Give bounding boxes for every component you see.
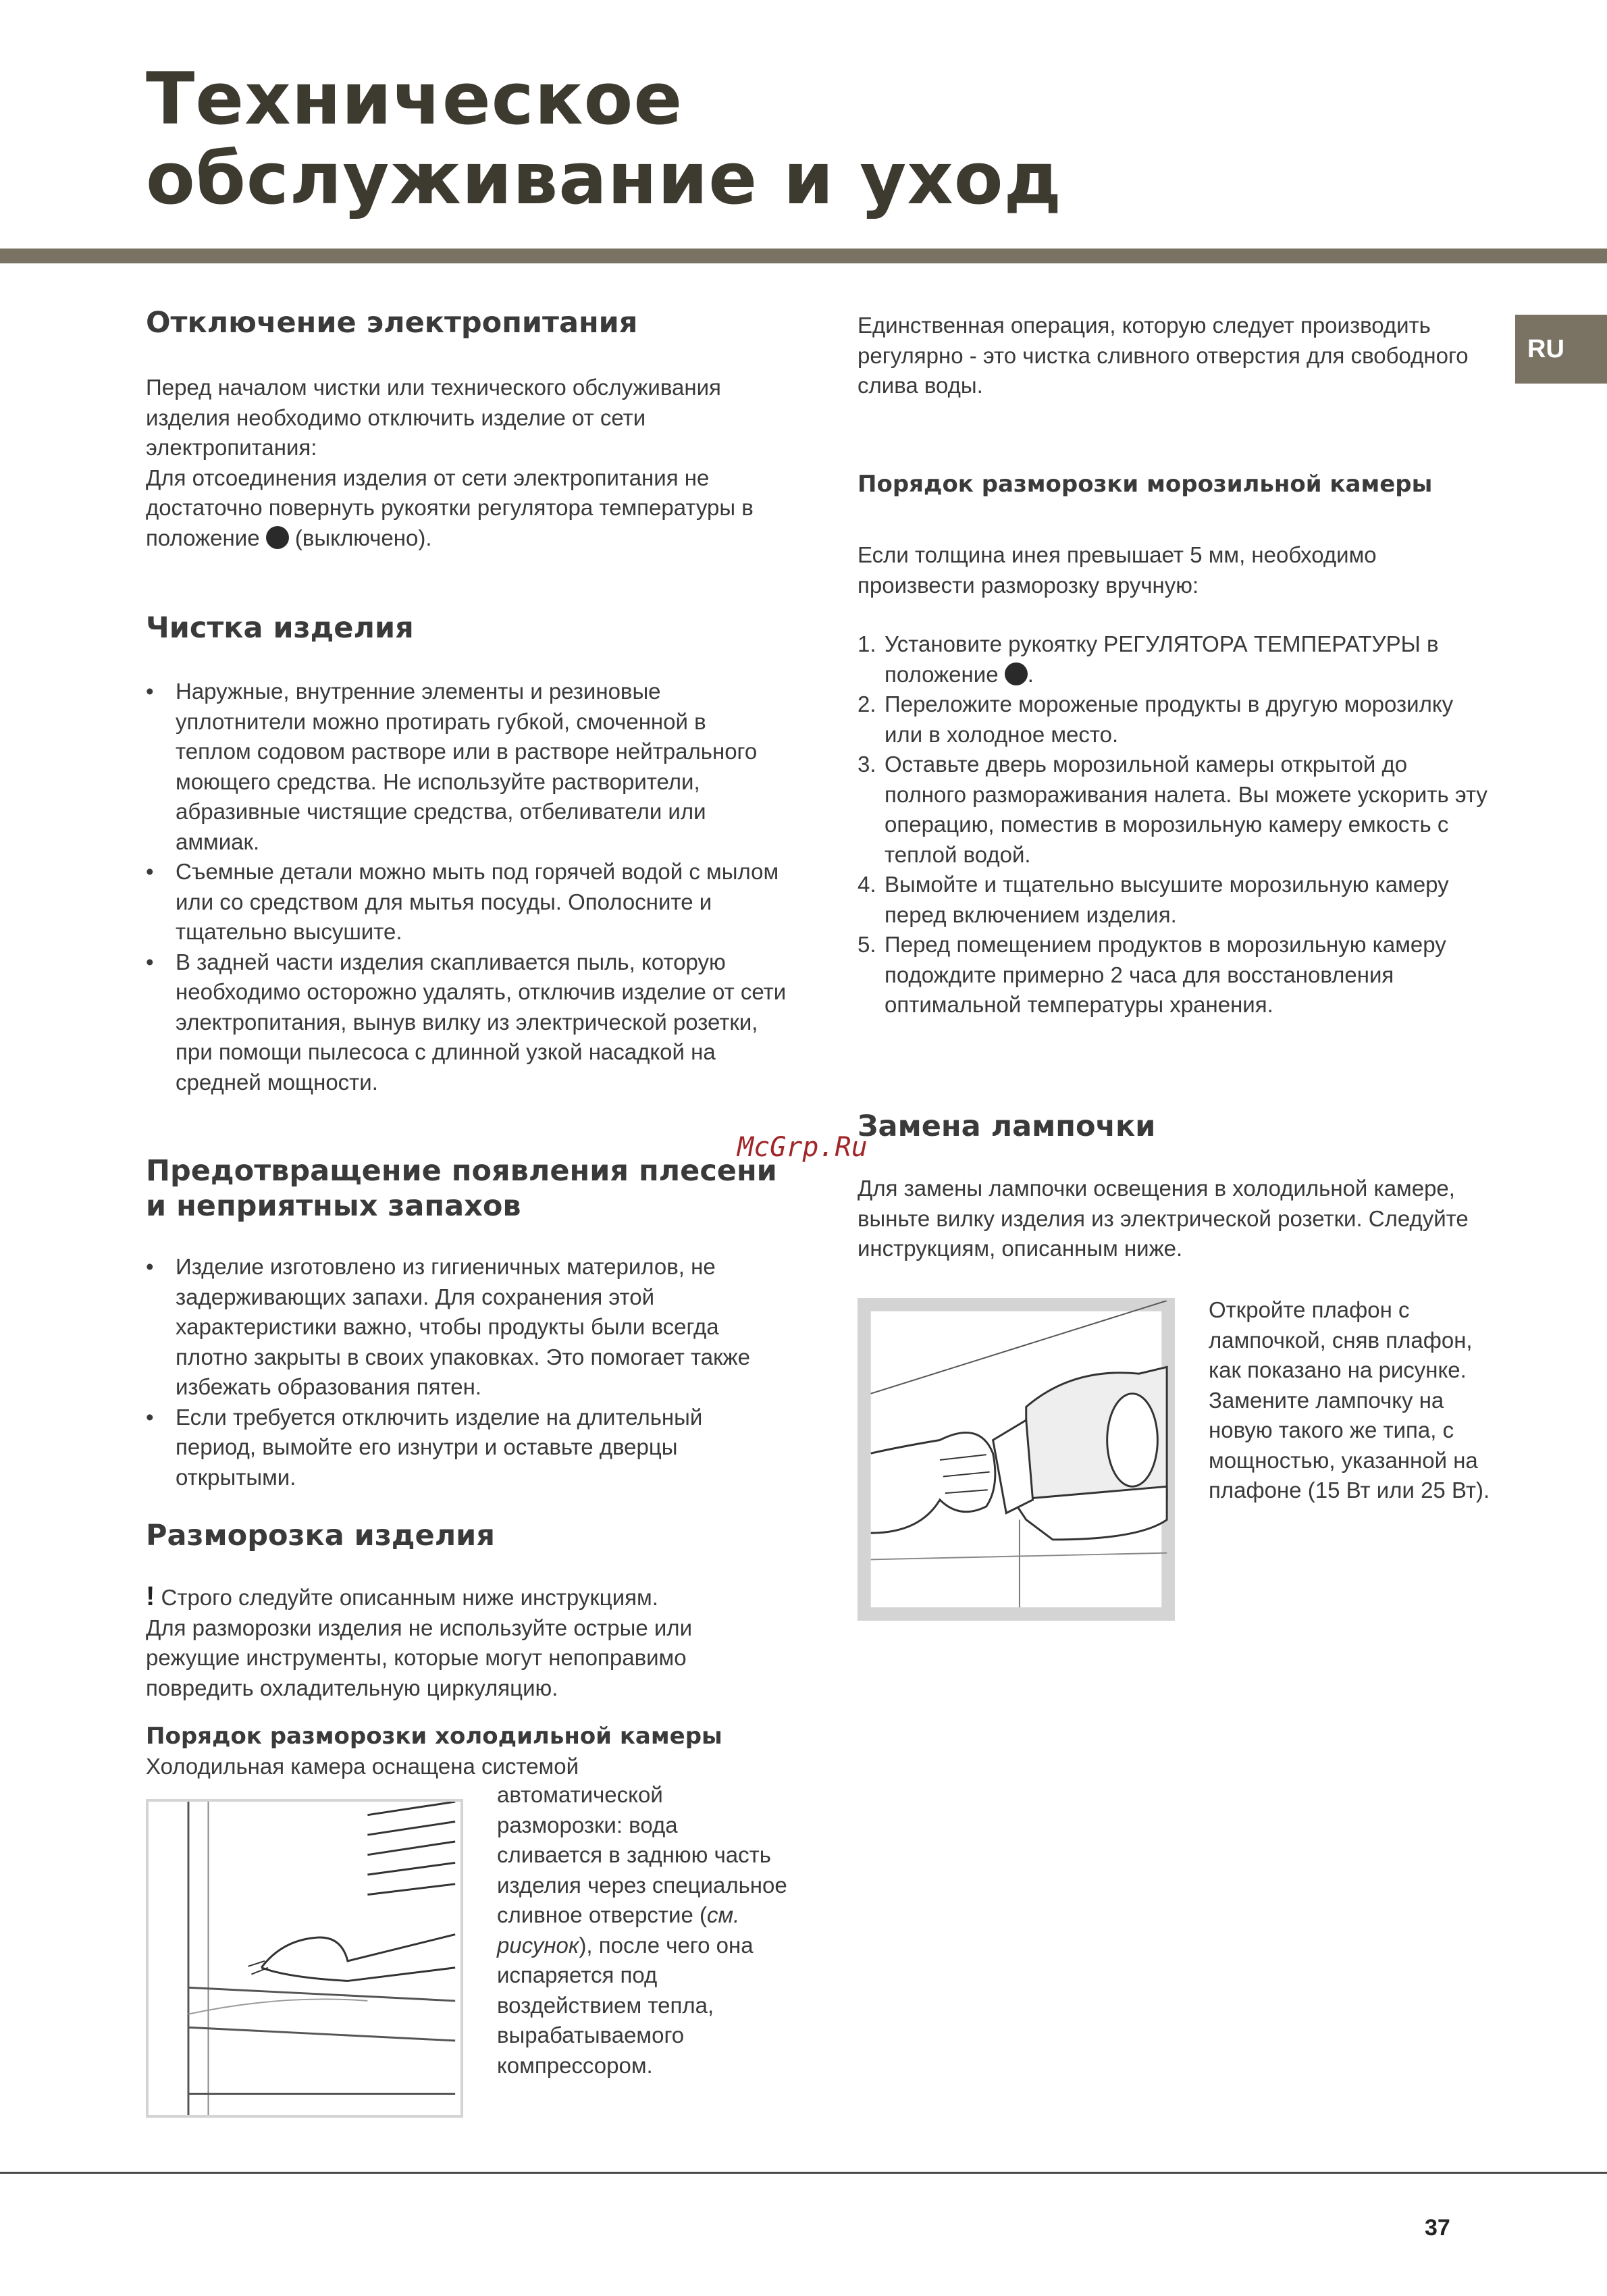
list-item: • В задней части изделия скапливается пыль, которую необходимо осторожно удалять, отключив изделие от сети электропитания, вынув вилку из электрической розетки, при помощи пылесоса с длинной узкой насадкой на средней мощности. (146, 947, 787, 1098)
page-title-line2: обслуживание и уход (146, 137, 1063, 220)
power-off-heading: Отключение электропитания (146, 306, 638, 340)
page-title-line1: Техническое (146, 57, 683, 140)
language-tab: RU (1515, 315, 1607, 384)
page-number: 37 (1425, 2215, 1450, 2241)
list-item: 5. Перед помещением продуктов в морозильную камеру подождите примерно 2 часа для восстановления оптимальной температуры хранения. (858, 932, 1446, 1017)
list-item: 3. Оставьте дверь морозильной камеры открытой до полного размораживания налета. Вы можете ускорить эту операцию, поместив в морозильную камеру емкость с теплой водой. (858, 752, 1487, 867)
list-item: 2. Переложите мороженые продукты в другую морозилку или в холодное место. (858, 692, 1454, 747)
fridge-drain-figure (146, 1799, 463, 2118)
header-rule (0, 249, 1607, 263)
fridge-drain-illustration (149, 1802, 460, 2115)
off-position-icon (266, 526, 289, 549)
warning-icon: ! (146, 1582, 155, 1611)
freezer-defrost-intro: Если толщина инея превышает 5 мм, необходимо произвести разморозку вручную: (858, 542, 1377, 598)
power-off-paragraph-2: Для отсоединения изделия от сети электропитания не достаточно повернуть рукоятки регулятора температуры в положение (выключено). (146, 465, 754, 550)
fridge-defrost-heading: Порядок разморозки холодильной камеры (146, 1723, 722, 1750)
fridge-defrost-intro: Холодильная камера оснащена системой (146, 1754, 579, 1779)
lamp-heading: Замена лампочки (858, 1110, 1156, 1143)
cleaning-heading: Чистка изделия (146, 611, 414, 645)
list-item: • Если требуется отключить изделие на длительный период, вымойте его изнутри и оставьте дверцы открытыми. (146, 1403, 787, 1493)
lamp-replacement-illustration (860, 1301, 1172, 1618)
list-item: • Наружные, внутренние элементы и резиновые уплотнители можно протирать губкой, смоченной в теплом содовом растворе или в растворе нейтрального моющего средства. Не используйте растворители, абразивные чистящие средства, отбеливатели или аммиак. (146, 677, 787, 857)
mold-heading: Предотвращение появления плесени и неприятных запахов (146, 1154, 777, 1223)
power-off-text (146, 373, 787, 553)
lamp-intro: Для замены лампочки освещения в холодильной камере, выньте вилку изделия из электрической розетки. Следуйте инструкциям, описанным ниже. (858, 1176, 1469, 1261)
footer-rule (0, 2172, 1607, 2174)
freezer-defrost-steps (858, 629, 1492, 1020)
defrost-warning: ! Строго следуйте описанным ниже инструкциям. (146, 1582, 658, 1611)
power-off-paragraph-1: Перед началом чистки или технического обслуживания изделия необходимо отключить изделие от сети электропитания: (146, 375, 721, 460)
drain-cleaning-intro: Единственная операция, которую следует производить регулярно - это чистка сливного отверстия для свободного слива воды. (858, 313, 1469, 398)
watermark: McGrp.Ru (737, 1132, 868, 1163)
cleaning-list (146, 677, 787, 1097)
defrost-heading: Разморозка изделия (146, 1519, 495, 1553)
list-item: 1. Установите рукоятку РЕГУЛЯТОРА ТЕМПЕРАТУРЫ в положение . (858, 631, 1439, 687)
defrost-text (146, 1582, 787, 1703)
lamp-step-replace: Замените лампочку на новую такого же типа, с мощностью, указанной на плафоне (15 Вт или 25 Вт). (1209, 1387, 1490, 1503)
list-item: • Изделие изготовлено из гигиеничных материлов, не задерживающих запахи. Для сохранения этой характеристики важно, чтобы продукты были всегда плотно закрыты в своих упаковках. Это помогает также избежать образования пятен. (146, 1252, 787, 1403)
list-item: • Съемные детали можно мыть под горячей водой с мылом или со средством для мытья посуды. Ополосните и тщательно высушите. (146, 857, 787, 947)
freezer-defrost-heading: Порядок разморозки морозильной камеры (858, 471, 1433, 498)
lamp-step-open: Откройте плафон с лампочкой, сняв плафон, как показано на рисунке. (1209, 1297, 1473, 1382)
mold-list (146, 1252, 787, 1492)
list-item: 4. Вымойте и тщательно высушите морозильную камеру перед включением изделия. (858, 872, 1449, 927)
off-position-icon (1005, 662, 1028, 685)
lamp-side-text (1209, 1295, 1506, 1506)
page-title (146, 59, 1062, 219)
lamp-figure (858, 1298, 1175, 1621)
fridge-defrost-side-text: автоматической разморозки: вода сливается в заднюю часть изделия через специальное сливное отверстие (см. рисунок), после чего она испаряется под воздействием тепла, вырабатываемого компрессором. (497, 1782, 787, 2078)
defrost-paragraph: Для разморозки изделия не используйте острые или режущие инструменты, которые могут непоправимо повредить охладительную циркуляцию. (146, 1615, 692, 1700)
